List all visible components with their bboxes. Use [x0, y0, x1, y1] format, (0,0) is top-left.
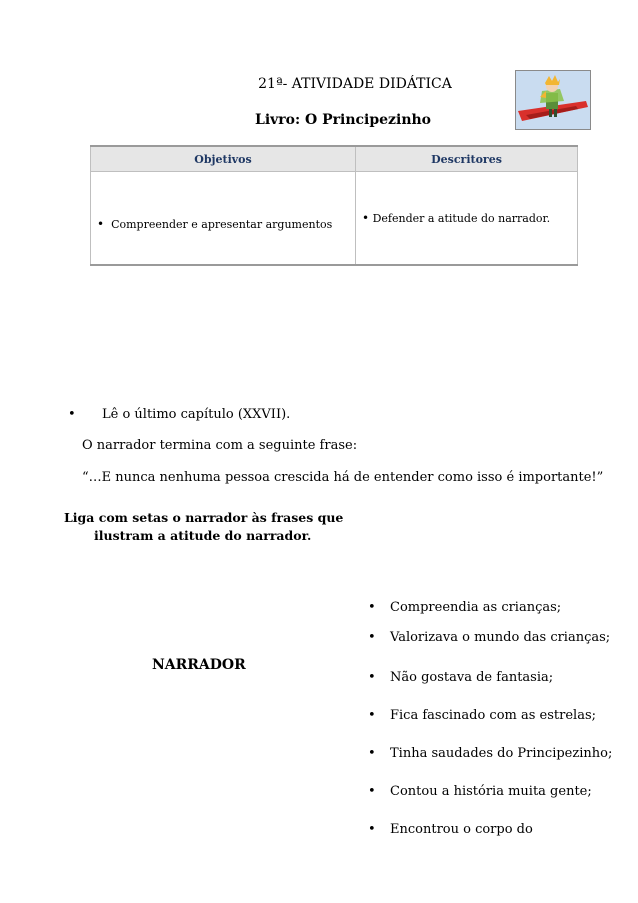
bullet-icon: •: [368, 746, 376, 761]
list-item: [368, 822, 533, 837]
statement-text: Fica fascinado com as estrelas;: [390, 708, 596, 723]
list-item: [368, 630, 610, 645]
objetivo-text: Compreender e apresentar argumentos: [111, 218, 333, 231]
descritor-text: Defender a atitude do narrador.: [372, 212, 551, 225]
bullet-icon: •: [368, 670, 376, 685]
objetivos-header: Objetivos: [91, 146, 356, 172]
instruction-text: Lê o último capítulo (XXVII).: [102, 407, 291, 422]
statement-text: Não gostava de fantasia;: [390, 670, 554, 685]
liga-instruction: [64, 509, 354, 545]
statement-text: Tinha saudades do Principezinho;: [390, 746, 613, 761]
bullet-icon: •: [368, 600, 376, 615]
statement-text: Contou a história muita gente;: [390, 784, 592, 799]
little-prince-illustration: [515, 70, 591, 130]
narrador-label: NARRADOR: [152, 657, 246, 673]
book-title: Livro: O Principezinho: [254, 112, 432, 128]
statement-text: Compreendia as crianças;: [390, 600, 562, 615]
bullet-icon: •: [362, 211, 370, 225]
quote-text: “…E nunca nenhuma pessoa crescida há de entender como isso é importante!”: [82, 470, 604, 485]
bullet-icon: •: [68, 407, 76, 422]
bullet-icon: •: [97, 217, 105, 231]
list-item: [368, 746, 612, 761]
list-item: [368, 670, 553, 685]
list-item: [368, 708, 596, 723]
statement-text: Encontrou o corpo do: [390, 822, 533, 837]
bullet-icon: •: [368, 708, 376, 723]
descritores-header: Descritores: [356, 146, 578, 172]
intro-text: O narrador termina com a seguinte frase:: [82, 438, 358, 453]
bullet-icon: •: [368, 784, 376, 799]
activity-title: 21ª- ATIVIDADE DIDÁTICA: [258, 76, 452, 92]
liga-line-2: ilustram a atitude do narrador.: [94, 528, 312, 543]
objetivo-cell: [91, 172, 356, 266]
statement-text: Valorizava o mundo das crianças;: [390, 630, 611, 645]
descritor-cell: [356, 172, 578, 266]
list-item: [368, 784, 592, 799]
objectives-table: [90, 145, 578, 266]
list-item: [368, 600, 561, 615]
bullet-icon: •: [368, 822, 376, 837]
bullet-icon: •: [368, 630, 376, 645]
liga-line-1: Liga com setas o narrador às frases que: [64, 510, 344, 525]
